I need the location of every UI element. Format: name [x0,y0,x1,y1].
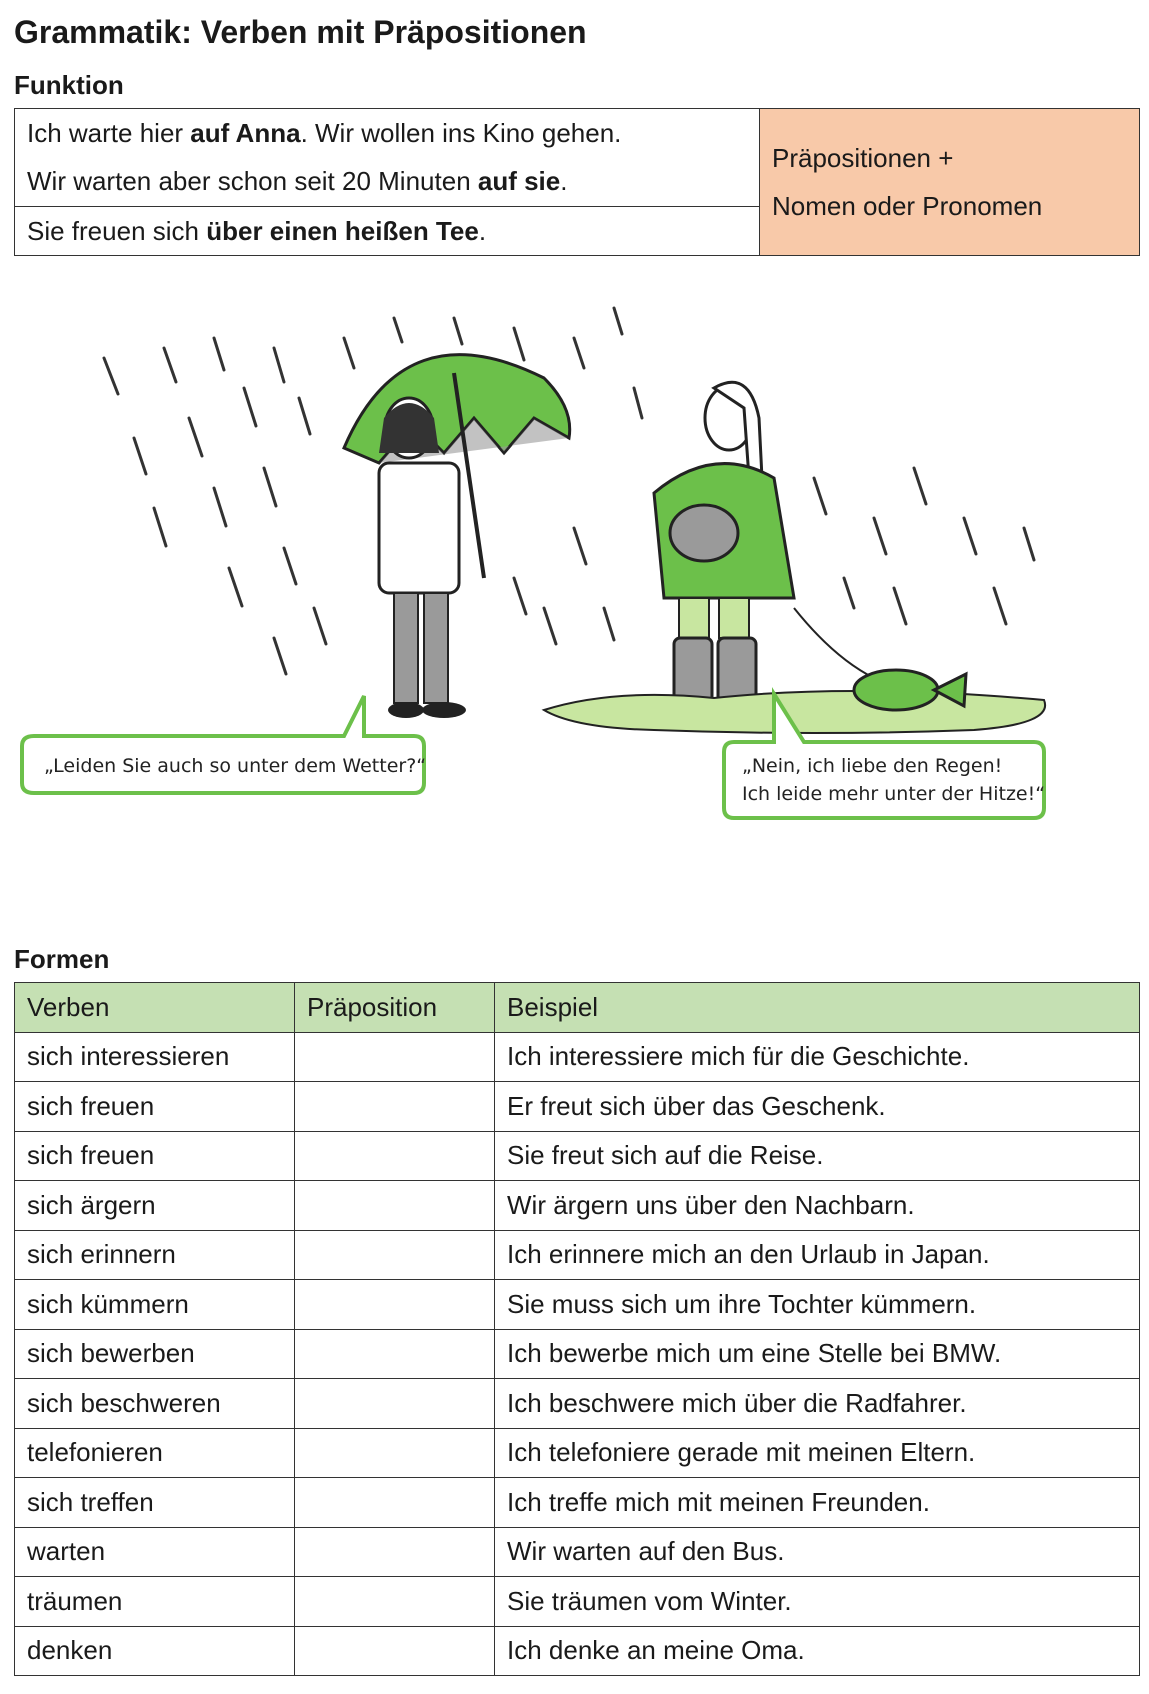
bubble-right-line-2: Ich leide mehr unter der Hitze!“ [742,783,1046,805]
verb-cell: warten [15,1527,295,1577]
example-cell: Ich beschwere mich über die Radfahrer. [495,1379,1140,1429]
table-row [15,1428,1140,1478]
verb-cell: sich interessieren [15,1032,295,1082]
col-header-praeposition: Präposition [295,983,495,1033]
table-row [15,1577,1140,1627]
verb-cell: sich bewerben [15,1329,295,1379]
verb-cell: sich freuen [15,1082,295,1132]
puddle-and-fish-icon [544,608,1045,733]
preposition-cell [295,1478,495,1528]
example-cell: Er freut sich über das Geschenk. [495,1082,1140,1132]
rain-illustration [14,278,1140,898]
example-cell: Ich bewerbe mich um eine Stelle bei BMW. [495,1329,1140,1379]
table-row [15,1478,1140,1528]
preposition-cell [295,1527,495,1577]
woman-with-umbrella-icon [344,355,570,718]
preposition-cell [295,1280,495,1330]
example-cell: Ich treffe mich mit meinen Freunden. [495,1478,1140,1528]
verb-cell: sich ärgern [15,1181,295,1231]
example-cell: Ich denke an meine Oma. [495,1626,1140,1676]
forms-table [14,982,1140,1676]
table-row [15,1379,1140,1429]
table-row [15,1626,1140,1676]
col-header-verben: Verben [15,983,295,1033]
table-row [15,1280,1140,1330]
example-cell: Ich interessiere mich für die Geschichte. [495,1032,1140,1082]
table-row [15,1181,1140,1231]
verb-cell: denken [15,1626,295,1676]
rain-drops-icon [104,308,1034,674]
function-note: Präpositionen + Nomen oder Pronomen [760,109,1140,256]
speech-bubble-left [22,696,426,793]
example-cell: Sie muss sich um ihre Tochter kümmern. [495,1280,1140,1330]
function-example-2: Sie freuen sich über einen heißen Tee. [15,206,760,255]
preposition-cell [295,1181,495,1231]
preposition-cell [295,1626,495,1676]
bubble-right-line-1: „Nein, ich liebe den Regen! [742,755,1003,777]
section-heading-formen: Formen [14,944,110,974]
preposition-cell [295,1082,495,1132]
example-1-line-1: Ich warte hier auf Anna. Wir wollen ins Kino gehen. [27,118,622,149]
table-row [15,1131,1140,1181]
verb-cell: sich freuen [15,1131,295,1181]
verb-cell: träumen [15,1577,295,1627]
verb-cell: sich beschweren [15,1379,295,1429]
preposition-cell [295,1131,495,1181]
example-cell: Wir warten auf den Bus. [495,1527,1140,1577]
woman-with-coconut-icon [654,382,794,716]
verb-cell: sich kümmern [15,1280,295,1330]
preposition-cell [295,1577,495,1627]
table-row [15,1082,1140,1132]
example-cell: Sie freut sich auf die Reise. [495,1131,1140,1181]
table-row [15,1230,1140,1280]
preposition-cell [295,1379,495,1429]
table-row [15,1329,1140,1379]
verb-cell: sich erinnern [15,1230,295,1280]
example-cell: Wir ärgern uns über den Nachbarn. [495,1181,1140,1231]
page-title: Grammatik: Verben mit Präpositionen [14,14,587,50]
verb-cell: telefonieren [15,1428,295,1478]
col-header-beispiel: Beispiel [495,983,1140,1033]
preposition-cell [295,1428,495,1478]
example-cell: Sie träumen vom Winter. [495,1577,1140,1627]
example-cell: Ich telefoniere gerade mit meinen Eltern. [495,1428,1140,1478]
example-cell: Ich erinnere mich an den Urlaub in Japan. [495,1230,1140,1280]
preposition-cell [295,1230,495,1280]
section-heading-funktion: Funktion [14,70,124,100]
preposition-cell [295,1032,495,1082]
verb-cell: sich treffen [15,1478,295,1528]
function-table [14,108,1140,256]
table-row [15,1527,1140,1577]
forms-table-header [15,983,1140,1033]
function-example-1 [15,109,760,207]
table-row [15,1032,1140,1082]
example-1-line-2: Wir warten aber schon seit 20 Minuten auf sie. [27,166,568,197]
preposition-cell [295,1329,495,1379]
bubble-left-text: „Leiden Sie auch so unter dem Wetter?“ [44,755,427,777]
